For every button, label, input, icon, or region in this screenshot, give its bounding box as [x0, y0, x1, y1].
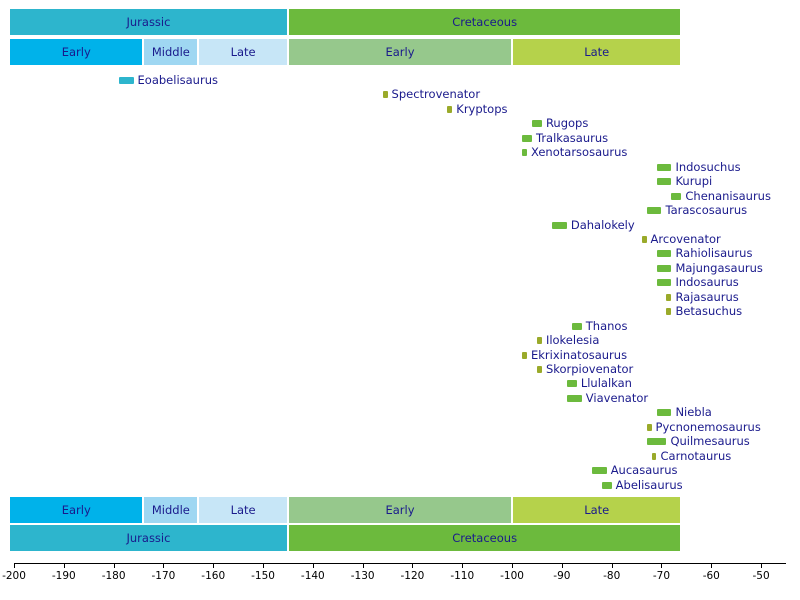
axis-tick [363, 563, 364, 568]
epoch-band-top-early-3 [288, 38, 512, 66]
taxon-label: Ilokelesia [545, 333, 600, 348]
axis-tick-label: -70 [652, 570, 671, 582]
taxon-label: Chenanisaurus [685, 188, 771, 203]
taxon-range-bar [647, 438, 667, 445]
taxon-range-bar [572, 323, 582, 330]
taxon-range-bar [537, 337, 542, 344]
taxon-range-bar [652, 453, 657, 460]
taxon-range-bar [657, 265, 672, 272]
taxon-label: Skorpiovenator [545, 362, 634, 376]
axis-tick [462, 563, 463, 568]
epoch-band-top-late-2 [198, 38, 288, 66]
epoch-band-bottom-late-4 [512, 496, 681, 524]
axis-tick [64, 563, 65, 568]
period-band-top-label: Cretaceous [452, 15, 518, 29]
period-band-top-label: Jurassic [126, 15, 171, 29]
taxon-range-bar [383, 91, 388, 98]
taxon-range-bar [657, 279, 672, 286]
period-band-top-jurassic-0 [9, 8, 288, 36]
axis-tick-label: -60 [702, 570, 720, 582]
taxon-label: Indosaurus [675, 275, 739, 290]
axis-tick-label: -200 [2, 570, 26, 582]
taxon-range-bar [567, 395, 582, 402]
taxon-label: Ekrixinatosaurus [531, 347, 628, 362]
epoch-band-top-label: Late [230, 45, 256, 59]
epoch-band-bottom-label: Early [61, 503, 91, 517]
taxon-label: Eoabelisaurus [137, 73, 218, 87]
taxon-range-bar [666, 308, 671, 315]
axis-tick [163, 563, 164, 568]
epoch-band-bottom-label: Late [230, 503, 256, 517]
period-band-top-cretaceous-1 [288, 8, 681, 36]
taxon-range-bar [657, 250, 672, 257]
taxon-range-bar [567, 380, 577, 387]
axis-tick [313, 563, 314, 568]
taxon-label: Carnotaurus [660, 448, 732, 463]
taxon-range-bar [657, 164, 672, 171]
axis-tick [612, 563, 613, 568]
epoch-band-bottom-early-3 [288, 496, 512, 524]
taxon-range-bar [647, 207, 662, 214]
epoch-band-top-middle-1 [143, 38, 198, 66]
axis-tick [512, 563, 513, 568]
axis-tick [213, 563, 214, 568]
taxon-range-bar [666, 294, 671, 301]
epoch-band-top-early-0 [9, 38, 143, 66]
epoch-band-bottom-early-0 [9, 496, 143, 524]
axis-tick [562, 563, 563, 568]
axis-tick [661, 563, 662, 568]
axis-tick [711, 563, 712, 568]
taxon-label: Pycnonemosaurus [655, 419, 761, 434]
axis-tick-label: -80 [603, 570, 621, 582]
epoch-band-bottom-label: Late [584, 503, 610, 517]
taxon-range-bar [642, 236, 647, 243]
taxon-label: Thanos [585, 318, 628, 333]
axis-tick-label: -140 [300, 570, 325, 582]
period-band-bottom-label: Jurassic [126, 531, 171, 545]
taxon-range-bar [119, 77, 134, 84]
axis-tick [263, 563, 264, 568]
epoch-band-top-label: Early [61, 45, 91, 59]
axis-tick-label: -180 [101, 570, 126, 582]
taxon-range-bar [647, 424, 652, 431]
axis-tick-label: -120 [400, 570, 425, 582]
taxon-range-bar [532, 120, 542, 127]
axis-tick-label: -170 [151, 570, 176, 582]
taxon-label: Aucasaurus [610, 463, 678, 478]
taxon-range-bar [522, 135, 532, 142]
epoch-band-bottom-middle-1 [143, 496, 198, 524]
taxon-label: Abelisaurus [615, 477, 683, 492]
epoch-band-top-late-4 [512, 38, 681, 66]
epoch-band-bottom-label: Middle [151, 503, 190, 517]
axis-tick-label: -190 [51, 570, 76, 582]
taxon-label: Viavenator [585, 390, 649, 405]
taxon-range-bar [657, 178, 672, 185]
epoch-band-bottom-label: Early [385, 503, 415, 517]
taxon-range-bar [522, 352, 527, 359]
taxon-label: Kurupi [675, 174, 713, 189]
taxon-label: Kryptops [456, 101, 508, 116]
taxon-label: Rugops [545, 116, 589, 131]
taxon-label: Tarascosaurus [665, 203, 748, 218]
taxon-range-bar [657, 409, 672, 416]
epoch-band-top-label: Late [584, 45, 610, 59]
taxon-label: Rajasaurus [675, 289, 739, 304]
taxon-label: Xenotarsosaurus [531, 145, 628, 160]
axis-tick-label: -90 [553, 570, 571, 582]
axis-tick [412, 563, 413, 568]
taxon-label: Rahiolisaurus [675, 246, 753, 261]
taxon-range-bar [537, 366, 542, 373]
period-band-bottom-label: Cretaceous [452, 531, 518, 545]
taxon-label: Tralkasaurus [535, 130, 609, 145]
axis-line [14, 563, 786, 564]
taxon-label: Arcovenator [650, 231, 721, 246]
taxon-label: Dahalokely [570, 217, 635, 232]
axis-tick-label: -100 [500, 570, 524, 582]
taxon-label: Majungasaurus [675, 260, 763, 275]
axis-tick [14, 563, 15, 568]
taxon-label: Indosuchus [675, 159, 741, 174]
taxon-label: Spectrovenator [391, 87, 481, 102]
axis-tick-label: -110 [450, 570, 475, 582]
taxon-label: Niebla [675, 405, 712, 420]
taxon-label: Quilmesaurus [670, 434, 750, 449]
taxon-range-bar [552, 222, 567, 229]
taxon-range-bar [602, 482, 612, 489]
taxon-label: Llulalkan [580, 376, 632, 391]
taxon-label: Betasuchus [675, 304, 743, 319]
period-band-bottom-cretaceous-1 [288, 524, 681, 552]
taxon-range-bar [522, 149, 527, 156]
axis-tick-label: -130 [350, 570, 375, 582]
taxon-range-bar [671, 193, 681, 200]
axis-tick [114, 563, 115, 568]
period-band-bottom-jurassic-0 [9, 524, 288, 552]
axis-tick-label: -50 [752, 570, 770, 582]
taxon-range-bar [592, 467, 607, 474]
epoch-band-bottom-late-2 [198, 496, 288, 524]
epoch-band-top-label: Early [385, 45, 415, 59]
epoch-band-top-label: Middle [151, 45, 190, 59]
taxon-range-bar [447, 106, 452, 113]
axis-tick-label: -160 [201, 570, 226, 582]
axis-tick-label: -150 [251, 570, 275, 582]
axis-tick [761, 563, 762, 568]
